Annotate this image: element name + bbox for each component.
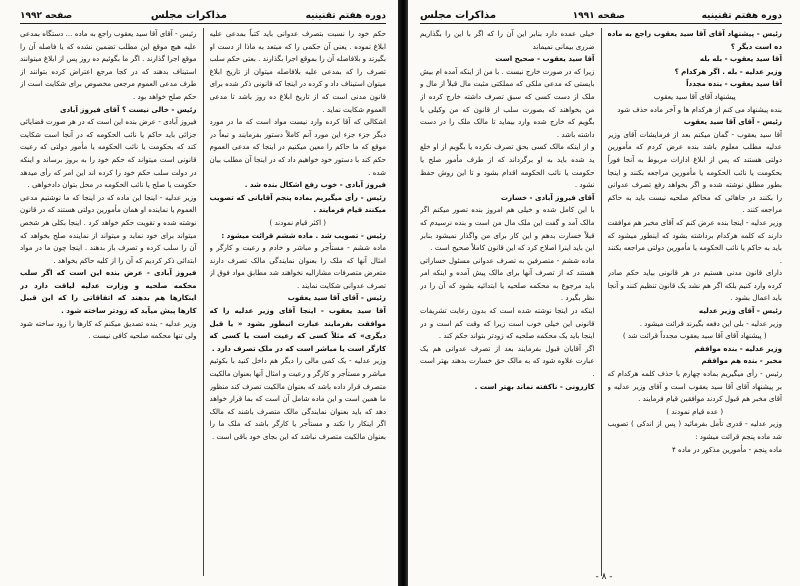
speaker-line: کازرونی - ناکفته نماند بهتر است .: [474, 381, 595, 391]
body-paragraph: رئیس - رأی میگیریم بماده چهارم با حذف کلمه هرکدام که بر پیشنهاد آقای آقا سید یعقوب است و آقای وزیر عدلیه و آقای مخبر هم قبول کردند موافقین قیام فرمایند .: [607, 369, 782, 404]
body-paragraph: و از اینکه مالک کسی بحق تصرف نکرده یا بگویم از او خلع ید شده باید به او برگرداند که از طرف مأمور صلح یا حکومت یا نائب الحکومه اقدام بشود و تا این روش حفظ نشود .: [420, 142, 595, 190]
right-page: [408, 0, 800, 586]
column-divider: [203, 28, 204, 576]
speaker-line: وزیر عدلیه - بنده موافقم: [694, 343, 782, 353]
right-page-column-2: [420, 28, 595, 576]
speaker-line: فیروز آبادی - عرض بنده این است که اگر سلب محکمه صلحیه و وزارت عدلیه لیاقت دارد در اینکارها هم بدهند که اتفاقاتی را که این قبیل کارها پیش میآید که زودتر ساخته شود .: [20, 268, 197, 316]
body-paragraph: اشکالی که آقا کرده وارد نیست مواد است که ما در مورد دیگر جزء جزء این مورد آنم کاملاً دستور بفرمایند و تبعاً در موقع که ما حاکم را معین میکنیم در اینجا که مدعی العموم حکم کند با دستور خود خواهیم داد که در اینجا آن مطلب بیان شده .: [209, 117, 386, 177]
centered-note: ( اکثر قیام نمودند ): [269, 217, 327, 227]
body-paragraph: وزیر عدلیه - اینجا این ماده که در اینجا که ما نوشتیم مدعی العموم یا نماینده او همان مأمورین دولتی هستند که در قانون نوشته شده و تقویت حکم خواهد کرد . اینجا بکلی هر شخص میتواند برای خود نماید و میتواند از نماینده صلح بخواهد که آن را سلب کرده و تصرف باز بدهند . اینجا چون ما در مواد ابتدائی ذکر کردیم که آن را از کلیه حاکم بخواهد .: [20, 192, 197, 265]
left-page-columns: [20, 28, 386, 576]
speaker-line: رئیس - پیشنهاد آقای آقا سید یعقوب راجع به ماده ده است دیگر ؟: [607, 29, 782, 51]
left-header-session: دوره هفتم تقنینیه: [305, 10, 386, 21]
right-page-footer: - ۸ -: [595, 572, 613, 582]
column-divider: [601, 28, 602, 576]
body-paragraph: اینکه در اینجا نوشته شده است که بدون رعایت تشریفات قانونی این خیلی خوب است زیرا که وقت کم است و در اینجا باید یک محکمه صلحیه که زودتر بتواند حکم کند .: [420, 306, 595, 341]
body-paragraph: وزیر عدلیه - اینجا بنده عرض کنم که آقای مخبر هم موافقت دارند که کلمه هرکدام برداشته بشود که اینطور میشود که باید به حاکم یا نائب الحکومه یا مأمورین دولتی مراجعه بکنند .: [607, 217, 782, 265]
speaker-line: رئیس - آقای آقا سید یعقوب: [683, 117, 782, 127]
left-page-header: [20, 10, 386, 24]
body-paragraph: زیرا که در صورت خارج نیست . با من از اینکه آمده ام بیش بایستی که مدعی ملکی که مملکتی مثبت مال قبلاً از مال و ملک از دست کسی که سبق تصرف داشته خارج کرده از من بخواهند که بصورت سلب از قانون که من وکیلی یا بگویم که خارج شده وارد بیماید تا مالک ملک را در دست داشته باشد .: [420, 66, 595, 139]
speaker-line: مخبر - بنده هم موافقم: [701, 356, 782, 366]
body-paragraph: وزیر عدلیه - بلی این دفعه بگیرند قرائت میشود .: [639, 318, 782, 328]
body-paragraph: وزیر عدلیه - بنده تصدیق میکنم که کارها را زود ساخته شود ولی تنها محکمه صلحیه کافی نیست .: [20, 318, 197, 341]
speaker-line: رئیس - رأی میگیریم بماده پنجم آقایانی که تصویب میکنند قیام فرمایند .: [209, 192, 386, 215]
speaker-line: رئیس - خالی نیست ؟ آقای فیروز آبادی: [59, 104, 197, 114]
left-header-title: مذاکرات مجلس: [150, 10, 227, 21]
body-paragraph: با این کامل شده و خیلی هم امروز بنده تصور میکنم اگر مالک آمد و گفت این ملک مال من است و بنده نرسیدم که قبلاً خسارت بدهم و این کار برای من واگذار نمیشود بنابر این باید اینرا اصلاح کرد که این قانون کاملاً صحیح است .: [420, 205, 595, 253]
speaker-line: آقا سید یعقوب - بنده مجدداً: [686, 79, 782, 89]
body-paragraph: ماده ششم - مستأجر و مباشر و خادم و رعیت و کارگر و امثال آنها که ملک را بعنوان نمایندگی مالک تصرف دارند متعرض متصرفات مشارالیه نخواهند شد مطابق مواد فوق از تصرف عدوانی شکایت نمایند .: [209, 243, 386, 290]
speaker-line: آقا سید یعقوب - اینجا آقای وزیر عدلیه را که موافقت بفرمایند عبارت انبطور بشود « یا قبل دیگری» که مثلاً کسی که رعیت است یا کسی که کارگر است یا مباشر است که در ملک تصرف دارد .: [209, 306, 386, 353]
right-page-columns: [420, 28, 782, 576]
body-paragraph: ماده پنجم - مأمورین مذکور در ماده ۴: [671, 444, 782, 454]
body-paragraph: اگر آقایان قبول بفرمایند بعد از تصرف عدوانی هم یک عبارت علاوه شود که به مالک حق خسارت بدهند بهتر است .: [420, 343, 595, 379]
body-paragraph: آقا سید یعقوب - گمان میکنم بعد از فرمایشات آقای وزیر عدلیه مطلب معلوم باشد بنده عرض کردم که مأمورین دولتی هستند که پس از ابلاغ ادارات مربوط به آنجا فوراً بحکومت یا نائب الحکومه یا مأمورین مراجعه بکنند و اینجا بطور مطلق نوشته شده و اگر بخواهد رفع تصرف عدوانی را بکنند در جاهائی که محاکم صلحیه نیست باید به حاکم مراجعه کنند .: [607, 129, 782, 215]
body-paragraph: رئیس - آقای آقا سید یعقوب راجع به ماده ... دستگاه بمدعی علیه هیچ موقع این مطلب تضمین نشده که یا فاصله آن را موقع اجرا گذارند . اگر ما بگوئیم ده روز پس از ابلاغ میتوانند استیناف بدهند که در کجا مرجع اعتراض کرده بتوانند از طرف مدعی العموم مرجعی مخصوص برای شکایت است از حکم صلح خواهد بود .: [20, 29, 197, 101]
speaker-line: آقا سید یعقوب - بله بله: [699, 54, 782, 64]
centered-note: پیشنهاد آقای آقا سید یعقوب: [653, 91, 736, 101]
body-paragraph: حکم خود را نسبت بتصرف عدوانی باید کتباً بمدعی علیه ابلاغ نموده . یعنی آن حکمی را که مبتعد به ماذا از دست او بگیرند و بلافاصله آن را بموقع اجرا بگذارند . بعتی حکم سلب تصرف را که بمدعی علیه بلافاصله میتوان از تاریخ ابلاغ میتوان استیناف داد و کرده در اینجا که قانونی ذکر شده برای قانون مدنی است که از تاریخ ابلاغ ده روز باشد تا مدعی العموم شکایت نماید .: [209, 29, 386, 114]
body-paragraph: وزیر عدلیه - یک کمی مالی را دیگر هم داخل کنید با بکوئیم مباشر و مستأجر و کارگر و رعیت و امثال آنها بعنوان مالکیت متصرف قرار داده باشد که بعنوان مالکیت تصرف کند منظور ما همین است و این ماده شامل آن است که بما قرار خواهد دهد که باید بعنوان نمایندگی مالک متصرف باشند که مالک اگر اینکار را نکند و مستأجر یا کارگر باشد که ملک ما را بعنوان مالکیت متصرف نباشد که این بجای خود باقی است .: [209, 356, 386, 441]
left-header-page-number: صفحه ۱۹۹۲: [20, 10, 73, 21]
left-page-column-2: [20, 28, 197, 576]
right-page-header: [420, 10, 782, 24]
speaker-line: فیروز آبادی - خوب رفع اشکال بنده شد .: [244, 180, 386, 190]
right-header-page-number: صفحه ۱۹۹۱: [572, 10, 625, 21]
speaker-line: رئیس - آقای آقا سید یعقوب: [287, 293, 386, 303]
speaker-line: آقای فیروز آبادی - خسارت: [500, 192, 595, 202]
speaker-line: رئیس - تصویب شد . ماده ششم قرائت میشود :: [221, 230, 386, 240]
body-paragraph: وزیر عدلیه - قدری تأمل بفرمائید ( پس از اندکی ) تصویب شد ماده پنجم قرائت میشود :: [607, 419, 782, 441]
body-paragraph: ماده ششم - متصرفین به تصرف عدوانی مسئول خساراتی هستند که از تصرف آنها برای مالک پیش آمده و اینکه امر باید مرجوع به محکمه صلحیه یا ابتدائیه بشود که آن را در نظر بگیرد .: [420, 255, 595, 303]
body-paragraph: فیروز آبادی - عرض بنده این است که در هر صورت قضایائی جزائی باید حاکم یا نائب الحکومه که در آنجا است شکایت کند که بحکومت یا نائب الحکومه یا مأمور دولتی که رعیت قانونی است میتواند که حکم خود را به بروز برساند و اینکه در دولت سلب حکم خود را کرده اند این امر که رأی میدهد حکومت یا صلح یا نائب الحکومه در محل بتوان دادخواهی .: [20, 117, 197, 190]
left-page-column-1: [210, 28, 387, 576]
centered-note: ( عده قیام نمودند ): [666, 406, 724, 416]
speaker-line: آقا سید یعقوب - صحیح است: [495, 54, 595, 64]
body-paragraph: دارای قانون مدنی هستیم در هر قانونی بیاید حکم صادر کرده وارد کنیم بلکه اگر هم نشد یک قانون تنظیم کنند و آنجا باید اعمال بشود .: [607, 268, 782, 303]
right-header-title: مذاکرات مجلس: [420, 10, 497, 21]
right-header-session: دوره هفتم تقنینیه: [701, 10, 782, 21]
speaker-line: وزیر عدلیه - بله . اگر هرکدام ؟: [674, 66, 782, 76]
body-paragraph: خیلی عمده دارد بنابر این آن را که اگر با این را بگذاریم ضرری بیمانی نمیماند: [420, 29, 595, 51]
centered-note: ( پیشنهاد آقای آقا سید یعقوب مجدداً قرائت شد ): [622, 331, 767, 341]
right-page-column-1: [608, 28, 783, 576]
body-paragraph: بنده پیشنهاد می کنم از هرکدام ها و آخر ماده حذف شود: [617, 104, 782, 114]
speaker-line: رئیس - آقای وزیر عدلیه: [698, 306, 782, 316]
